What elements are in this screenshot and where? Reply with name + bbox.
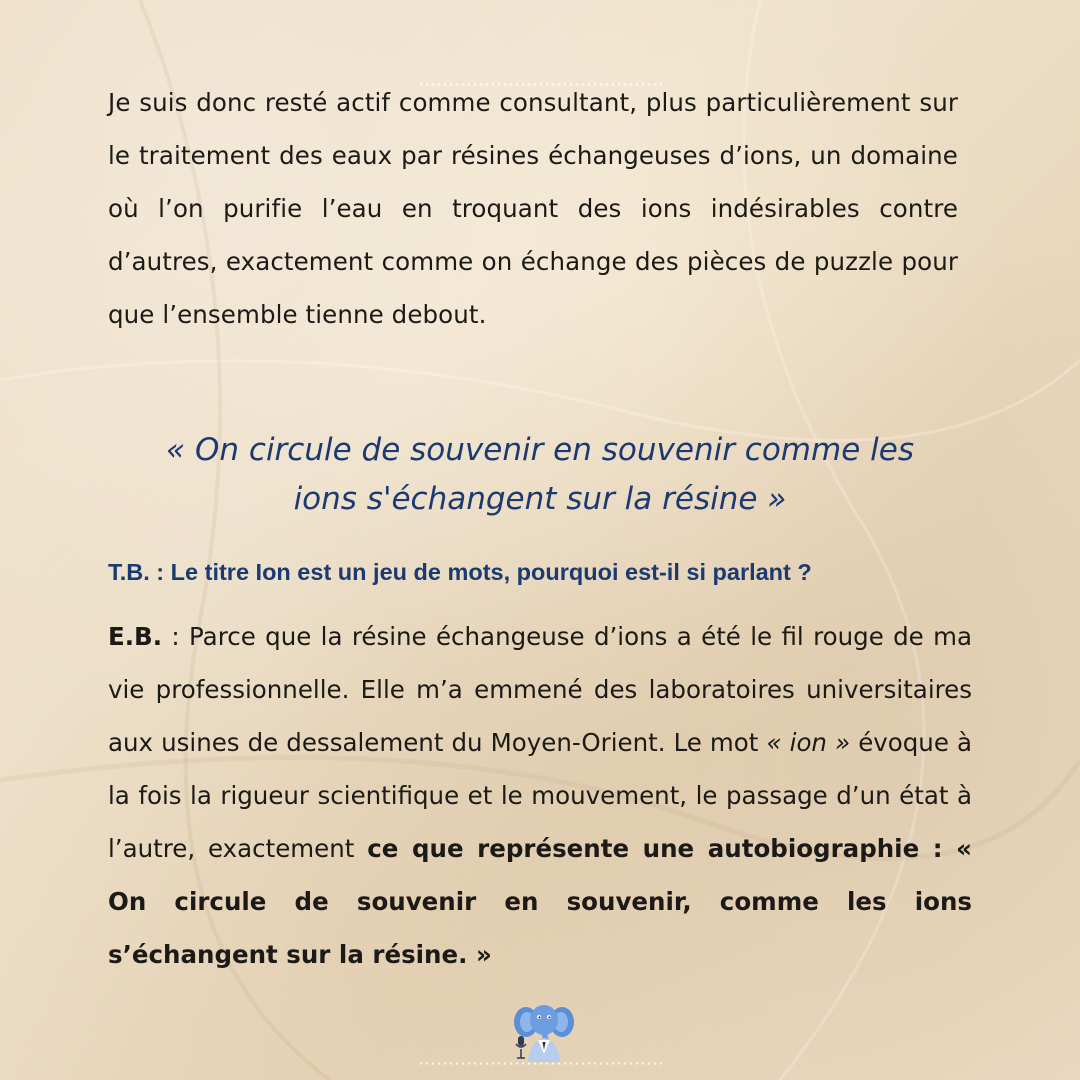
answer-text-part-2: évoque à la fois la rigueur scientifique et le mouvement, le passage d’un état à l’autre, exactement <box>108 728 972 863</box>
interview-question-text: T.B. : Le titre Ion est un jeu de mots, pourquoi est-il si parlant ? <box>108 559 812 585</box>
answer-ion-word: « ion » <box>766 728 851 757</box>
answer-text-part-1: : Parce que la résine échangeuse d’ions a été le fil rouge de ma vie professionnelle. Elle m’a emmené des laboratoires universitaires aux usines de dessalement du Moyen-Orient. Le mot <box>108 622 972 757</box>
pull-quote-line-2: ions s'échangent sur la résine » <box>293 481 787 517</box>
answer-bold-ending: ce que représente une autobiographie : « On circule de souvenir en souvenir, comme les ions s’échangent sur la résine. » <box>108 834 973 969</box>
interview-question <box>108 555 972 589</box>
elephant-mascot-icon <box>512 1000 576 1062</box>
pull-quote <box>100 426 980 524</box>
paragraph-intro <box>108 76 958 341</box>
interview-answer <box>108 610 972 981</box>
pull-quote-line-1: « On circule de souvenir en souvenir comme les <box>166 432 914 468</box>
answer-speaker: E.B. <box>108 622 163 651</box>
dotted-divider-bottom <box>418 1062 662 1065</box>
paragraph-intro-text: Je suis donc resté actif comme consultant, plus particulièrement sur le traitement des eaux par résines échangeuses d’ions, un domaine où l’on purifie l’eau en troquant des ions indésirables contre d’autres, exactement comme on échange des pièces de puzzle pour que l’ensemble tienne debout. <box>108 88 958 329</box>
